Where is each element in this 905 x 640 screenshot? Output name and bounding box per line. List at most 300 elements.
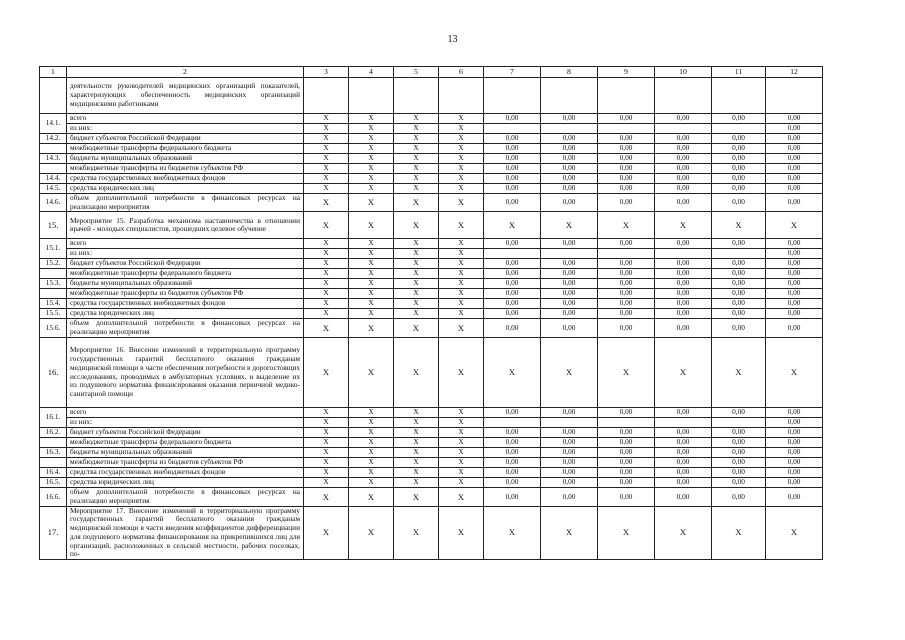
row-label: всего [67, 239, 304, 249]
row-label: межбюджетные трансферты федерального бюджета [67, 143, 304, 153]
value-cell [655, 418, 712, 428]
x-cell [439, 78, 484, 114]
x-cell: X [655, 506, 712, 559]
table-row [40, 123, 823, 133]
x-cell: X [439, 153, 484, 163]
row-number: 16.1. [40, 408, 67, 428]
x-cell: X [394, 309, 439, 319]
value-cell: 0,00 [766, 113, 823, 123]
x-cell: X [349, 438, 394, 448]
table-row [40, 239, 823, 249]
x-cell: X [349, 478, 394, 488]
value-cell: 0,00 [712, 448, 766, 458]
x-cell: X [394, 506, 439, 559]
value-cell: 0,00 [484, 309, 541, 319]
x-cell: X [439, 259, 484, 269]
measure-description: деятельности руководителей медицинских организаций показателей, характеризующих обеспеченность медицинских организаций медицинскими работниками [67, 78, 304, 114]
x-cell: X [304, 249, 349, 259]
x-cell: X [394, 239, 439, 249]
table-row [40, 458, 823, 468]
value-cell: 0,00 [766, 259, 823, 269]
x-cell: X [484, 337, 541, 408]
value-cell: 0,00 [484, 259, 541, 269]
x-cell: X [349, 337, 394, 408]
value-cell: 0,00 [655, 448, 712, 458]
row-number: 17. [40, 506, 67, 559]
x-cell: X [349, 458, 394, 468]
table-row [40, 249, 823, 259]
row-number [40, 78, 67, 114]
table-row [40, 289, 823, 299]
value-cell: 0,00 [541, 289, 598, 299]
value-cell: 0,00 [655, 319, 712, 337]
x-cell: X [394, 249, 439, 259]
value-cell: 0,00 [655, 309, 712, 319]
x-cell: X [439, 163, 484, 173]
value-cell: 0,00 [598, 309, 655, 319]
value-cell: 0,00 [541, 448, 598, 458]
value-cell: 0,00 [598, 478, 655, 488]
value-cell: 0,00 [766, 468, 823, 478]
value-cell: 0,00 [712, 478, 766, 488]
table-row [40, 408, 823, 418]
column-header: 8 [541, 67, 598, 78]
x-cell: X [439, 193, 484, 211]
row-number: 14.1. [40, 113, 67, 133]
row-label: межбюджетные трансферты из бюджетов субъектов РФ [67, 289, 304, 299]
value-cell: 0,00 [484, 428, 541, 438]
measure-row [40, 78, 823, 114]
value-cell: 0,00 [766, 279, 823, 289]
value-cell: 0,00 [655, 163, 712, 173]
value-cell: 0,00 [712, 299, 766, 309]
value-cell: 0,00 [766, 153, 823, 163]
value-cell: 0,00 [541, 163, 598, 173]
table-row [40, 193, 823, 211]
x-cell: X [439, 309, 484, 319]
x-cell: X [349, 448, 394, 458]
row-number: 14.3. [40, 153, 67, 163]
value-cell: 0,00 [655, 239, 712, 249]
row-label: всего [67, 408, 304, 418]
row-label: средства государственных внебюджетных фондов [67, 173, 304, 183]
x-cell: X [439, 299, 484, 309]
x-cell: X [394, 289, 439, 299]
x-cell: X [349, 113, 394, 123]
value-cell: 0,00 [766, 193, 823, 211]
value-cell: 0,00 [655, 478, 712, 488]
value-cell: 0,00 [712, 488, 766, 506]
x-cell: X [304, 173, 349, 183]
x-cell: X [484, 212, 541, 239]
x-cell: X [712, 337, 766, 408]
value-cell: 0,00 [484, 163, 541, 173]
value-cell: 0,00 [541, 133, 598, 143]
value-cell: 0,00 [712, 279, 766, 289]
value-cell: 0,00 [655, 488, 712, 506]
value-cell: 0,00 [541, 153, 598, 163]
value-cell: 0,00 [766, 239, 823, 249]
x-cell: X [439, 319, 484, 337]
row-number: 15.5. [40, 309, 67, 319]
x-cell: X [598, 506, 655, 559]
value-cell: 0,00 [598, 428, 655, 438]
value-cell: 0,00 [712, 193, 766, 211]
value-cell [541, 418, 598, 428]
x-cell: X [766, 337, 823, 408]
x-cell: X [304, 418, 349, 428]
x-cell: X [304, 488, 349, 506]
x-cell: X [304, 408, 349, 418]
value-cell: 0,00 [484, 299, 541, 309]
row-number [40, 458, 67, 468]
x-cell: X [439, 249, 484, 259]
value-cell: 0,00 [655, 259, 712, 269]
x-cell [394, 78, 439, 114]
row-number: 16.6. [40, 488, 67, 506]
value-cell: 0,00 [655, 173, 712, 183]
value-cell: 0,00 [484, 408, 541, 418]
value-cell: 0,00 [598, 239, 655, 249]
row-number: 16.5. [40, 478, 67, 488]
x-cell: X [349, 239, 394, 249]
x-cell: X [439, 239, 484, 249]
row-label: бюджеты муниципальных образований [67, 448, 304, 458]
x-cell: X [349, 488, 394, 506]
row-number [40, 163, 67, 173]
x-cell: X [394, 183, 439, 193]
value-cell: 0,00 [655, 468, 712, 478]
x-cell: X [349, 143, 394, 153]
row-label: объем дополнительной потребности в финансовых ресурсах на реализацию мероприятия [67, 193, 304, 211]
value-cell: 0,00 [484, 173, 541, 183]
value-cell: 0,00 [484, 488, 541, 506]
value-cell [712, 249, 766, 259]
x-cell: X [304, 506, 349, 559]
value-cell: 0,00 [598, 113, 655, 123]
value-cell: 0,00 [655, 299, 712, 309]
value-cell: 0,00 [541, 478, 598, 488]
value-cell: 0,00 [766, 299, 823, 309]
column-header: 1 [40, 67, 67, 78]
x-cell: X [349, 153, 394, 163]
x-cell: X [349, 173, 394, 183]
value-cell: 0,00 [712, 183, 766, 193]
table-row [40, 319, 823, 337]
x-cell: X [304, 289, 349, 299]
x-cell: X [394, 123, 439, 133]
value-cell: 0,00 [598, 163, 655, 173]
table-row [40, 438, 823, 448]
value-cell: 0,00 [712, 408, 766, 418]
value-cell: 0,00 [598, 153, 655, 163]
row-label: бюджеты муниципальных образований [67, 279, 304, 289]
x-cell: X [394, 212, 439, 239]
value-cell [598, 123, 655, 133]
row-label: из них: [67, 123, 304, 133]
x-cell: X [349, 418, 394, 428]
table-row [40, 448, 823, 458]
value-cell: 0,00 [598, 319, 655, 337]
value-cell: 0,00 [655, 408, 712, 418]
x-cell: X [394, 269, 439, 279]
value-cell: 0,00 [541, 113, 598, 123]
x-cell: X [304, 183, 349, 193]
value-cell [598, 418, 655, 428]
value-cell [541, 123, 598, 133]
value-cell: 0,00 [655, 438, 712, 448]
row-label: межбюджетные трансферты из бюджетов субъектов РФ [67, 163, 304, 173]
table-row [40, 163, 823, 173]
value-cell: 0,00 [598, 259, 655, 269]
table-row [40, 153, 823, 163]
value-cell: 0,00 [712, 428, 766, 438]
value-cell: 0,00 [541, 468, 598, 478]
x-cell: X [439, 418, 484, 428]
table-row [40, 309, 823, 319]
table-row [40, 428, 823, 438]
x-cell: X [304, 309, 349, 319]
value-cell: 0,00 [541, 269, 598, 279]
x-cell: X [394, 133, 439, 143]
row-label: средства юридических лиц [67, 478, 304, 488]
value-cell: 0,00 [598, 133, 655, 143]
x-cell: X [349, 468, 394, 478]
value-cell: 0,00 [766, 183, 823, 193]
value-cell: 0,00 [766, 428, 823, 438]
value-cell: 0,00 [712, 113, 766, 123]
x-cell: X [541, 506, 598, 559]
value-cell: 0,00 [766, 309, 823, 319]
column-header: 9 [598, 67, 655, 78]
row-label: средства государственных внебюджетных фондов [67, 468, 304, 478]
row-number: 15.1. [40, 239, 67, 259]
row-number: 16.4. [40, 468, 67, 478]
x-cell: X [349, 212, 394, 239]
value-cell: 0,00 [541, 299, 598, 309]
x-cell: X [304, 458, 349, 468]
row-number: 15.2. [40, 259, 67, 269]
row-number [40, 269, 67, 279]
x-cell: X [304, 193, 349, 211]
row-label: бюджет субъектов Российской Федерации [67, 428, 304, 438]
measure-row [40, 212, 823, 239]
row-number: 15.4. [40, 299, 67, 309]
table-row [40, 143, 823, 153]
x-cell: X [439, 438, 484, 448]
value-cell: 0,00 [484, 468, 541, 478]
x-cell: X [598, 212, 655, 239]
x-cell: X [304, 468, 349, 478]
x-cell: X [439, 113, 484, 123]
table-row [40, 113, 823, 123]
x-cell: X [439, 123, 484, 133]
x-cell: X [394, 163, 439, 173]
value-cell: 0,00 [766, 173, 823, 183]
row-label: средства государственных внебюджетных фондов [67, 299, 304, 309]
value-cell: 0,00 [655, 269, 712, 279]
row-label: бюджет субъектов Российской Федерации [67, 259, 304, 269]
value-cell: 0,00 [598, 438, 655, 448]
value-cell: 0,00 [712, 438, 766, 448]
column-header: 12 [766, 67, 823, 78]
value-cell: 0,00 [598, 173, 655, 183]
value-cell: 0,00 [655, 289, 712, 299]
value-cell: 0,00 [712, 309, 766, 319]
table-row [40, 418, 823, 428]
x-cell: X [394, 299, 439, 309]
value-cell: 0,00 [484, 183, 541, 193]
x-cell: X [655, 212, 712, 239]
row-label: средства юридических лиц [67, 309, 304, 319]
x-cell: X [439, 408, 484, 418]
value-cell: 0,00 [598, 143, 655, 153]
value-cell: 0,00 [766, 143, 823, 153]
row-label: бюджеты муниципальных образований [67, 153, 304, 163]
table-row [40, 269, 823, 279]
x-cell: X [304, 239, 349, 249]
x-cell: X [766, 506, 823, 559]
x-cell: X [304, 428, 349, 438]
row-label: из них: [67, 249, 304, 259]
row-number: 15.6. [40, 319, 67, 337]
x-cell: X [394, 458, 439, 468]
x-cell: X [394, 153, 439, 163]
x-cell: X [394, 478, 439, 488]
x-cell: X [439, 212, 484, 239]
x-cell: X [349, 123, 394, 133]
value-cell: 0,00 [484, 279, 541, 289]
value-cell: 0,00 [541, 143, 598, 153]
column-header: 11 [712, 67, 766, 78]
x-cell: X [304, 478, 349, 488]
value-cell: 0,00 [712, 269, 766, 279]
value-cell: 0,00 [712, 239, 766, 249]
row-number [40, 438, 67, 448]
x-cell: X [304, 337, 349, 408]
value-cell: 0,00 [655, 183, 712, 193]
value-cell: 0,00 [712, 163, 766, 173]
value-cell: 0,00 [598, 193, 655, 211]
x-cell: X [598, 337, 655, 408]
table-row [40, 488, 823, 506]
value-cell: 0,00 [484, 193, 541, 211]
value-cell: 0,00 [766, 448, 823, 458]
row-label: бюджет субъектов Российской Федерации [67, 133, 304, 143]
x-cell: X [439, 488, 484, 506]
value-cell: 0,00 [598, 289, 655, 299]
x-cell: X [439, 468, 484, 478]
x-cell: X [304, 448, 349, 458]
x-cell: X [349, 506, 394, 559]
x-cell: X [349, 163, 394, 173]
row-number: 16.3. [40, 448, 67, 458]
row-number: 14.4. [40, 173, 67, 183]
measure-row [40, 337, 823, 408]
value-cell: 0,00 [598, 468, 655, 478]
value-cell: 0,00 [655, 153, 712, 163]
value-cell: 0,00 [766, 418, 823, 428]
value-cell: 0,00 [766, 133, 823, 143]
x-cell: X [349, 428, 394, 438]
value-cell [484, 418, 541, 428]
column-header: 6 [439, 67, 484, 78]
value-cell: 0,00 [712, 289, 766, 299]
x-cell: X [439, 458, 484, 468]
value-cell: 0,00 [598, 448, 655, 458]
value-cell: 0,00 [655, 279, 712, 289]
value-cell: 0,00 [766, 458, 823, 468]
x-cell [304, 78, 349, 114]
header-row [40, 67, 823, 78]
x-cell: X [349, 408, 394, 418]
value-cell: 0,00 [766, 269, 823, 279]
x-cell [484, 78, 541, 114]
value-cell: 0,00 [655, 428, 712, 438]
x-cell: X [304, 153, 349, 163]
table-row [40, 478, 823, 488]
x-cell [598, 78, 655, 114]
column-header: 7 [484, 67, 541, 78]
row-label: средства юридических лиц [67, 183, 304, 193]
row-number: 14.5. [40, 183, 67, 193]
value-cell: 0,00 [484, 269, 541, 279]
value-cell: 0,00 [712, 259, 766, 269]
value-cell: 0,00 [598, 408, 655, 418]
x-cell: X [394, 408, 439, 418]
table-row [40, 133, 823, 143]
row-number: 15.3. [40, 279, 67, 289]
x-cell: X [349, 319, 394, 337]
value-cell [541, 249, 598, 259]
x-cell: X [655, 337, 712, 408]
value-cell: 0,00 [484, 448, 541, 458]
value-cell: 0,00 [541, 239, 598, 249]
x-cell: X [394, 438, 439, 448]
value-cell: 0,00 [541, 193, 598, 211]
x-cell: X [349, 249, 394, 259]
value-cell: 0,00 [541, 279, 598, 289]
row-number: 14.6. [40, 193, 67, 211]
value-cell: 0,00 [484, 478, 541, 488]
value-cell: 0,00 [766, 163, 823, 173]
row-label: объем дополнительной потребности в финансовых ресурсах на реализацию мероприятия [67, 488, 304, 506]
value-cell: 0,00 [655, 143, 712, 153]
value-cell: 0,00 [598, 299, 655, 309]
measure-row [40, 506, 823, 559]
value-cell: 0,00 [484, 153, 541, 163]
x-cell: X [304, 259, 349, 269]
value-cell: 0,00 [655, 133, 712, 143]
column-header: 5 [394, 67, 439, 78]
value-cell [484, 249, 541, 259]
value-cell: 0,00 [712, 458, 766, 468]
value-cell: 0,00 [712, 143, 766, 153]
value-cell: 0,00 [484, 289, 541, 299]
value-cell: 0,00 [541, 428, 598, 438]
x-cell: X [304, 113, 349, 123]
x-cell: X [439, 143, 484, 153]
x-cell: X [304, 163, 349, 173]
x-cell: X [394, 468, 439, 478]
value-cell: 0,00 [484, 319, 541, 337]
row-number: 15. [40, 212, 67, 239]
measure-description: Мероприятие 15. Разработка механизма наставничества в отношении врачей - молодых специалистов, прошедших целевое обучение [67, 212, 304, 239]
x-cell: X [304, 133, 349, 143]
column-header: 4 [349, 67, 394, 78]
x-cell: X [394, 319, 439, 337]
value-cell: 0,00 [598, 269, 655, 279]
